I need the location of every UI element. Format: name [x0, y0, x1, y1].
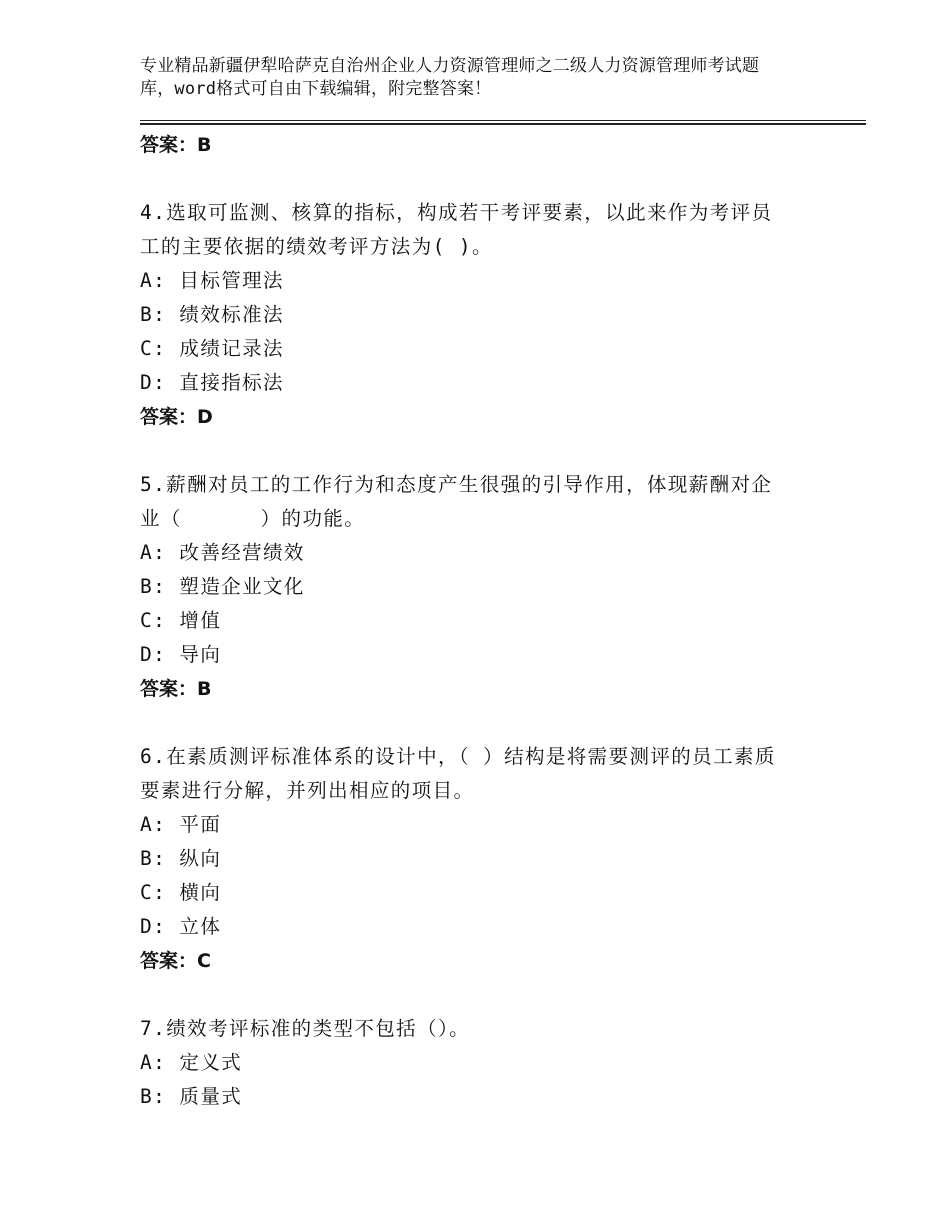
option-a: A: 平面	[140, 813, 222, 836]
question-4	[140, 196, 830, 434]
question-line: 工的主要依据的绩效考评方法为( )。	[140, 235, 493, 258]
option-b: B: 塑造企业文化	[140, 575, 305, 598]
option-b: B: 绩效标准法	[140, 303, 284, 326]
option-b: B: 质量式	[140, 1085, 243, 1108]
header-divider-thick	[140, 123, 866, 125]
answer-line: 答案：C	[140, 950, 211, 972]
question-text	[140, 740, 830, 808]
question-line: 6.在素质测评标准体系的设计中，（ ）结构是将需要测评的员工素质	[140, 745, 776, 768]
option-c: C: 成绩记录法	[140, 337, 284, 360]
document-header	[140, 55, 830, 101]
option-d: D: 导向	[140, 643, 222, 666]
document-body	[140, 128, 830, 1114]
option-d: D: 立体	[140, 915, 222, 938]
answer-line: 答案：B	[140, 134, 212, 156]
question-line: 5.薪酬对员工的工作行为和态度产生很强的引导作用，体现薪酬对企	[140, 473, 773, 496]
question-line: 要素进行分解，并列出相应的项目。	[140, 779, 475, 802]
option-a: A: 目标管理法	[140, 269, 284, 292]
header-line-2: 库，word格式可自由下载编辑，附完整答案！	[140, 79, 492, 99]
question-text	[140, 1012, 830, 1046]
question-line: 7.绩效考评标准的类型不包括（）。	[140, 1017, 471, 1040]
question-6	[140, 740, 830, 978]
answer-line: 答案：D	[140, 406, 213, 428]
option-d: D: 直接指标法	[140, 371, 284, 394]
option-a: A: 定义式	[140, 1051, 243, 1074]
question-text	[140, 468, 830, 536]
question-line: 4.选取可监测、核算的指标，构成若干考评要素，以此来作为考评员	[140, 201, 773, 224]
question-text	[140, 196, 830, 264]
option-b: B: 纵向	[140, 847, 222, 870]
question-7	[140, 1012, 830, 1114]
header-divider-thin	[140, 120, 866, 121]
header-line-1: 专业精品新疆伊犁哈萨克自治州企业人力资源管理师之二级人力资源管理师考试题	[140, 56, 760, 76]
question-5	[140, 468, 830, 706]
option-a: A: 改善经营绩效	[140, 541, 305, 564]
answer-line: 答案：B	[140, 678, 212, 700]
option-c: C: 横向	[140, 881, 222, 904]
option-c: C: 增值	[140, 609, 222, 632]
question-line: 业（ ）的功能。	[140, 507, 366, 530]
